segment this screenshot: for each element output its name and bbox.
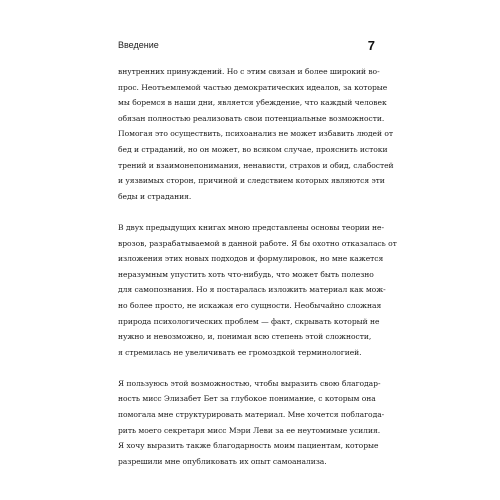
text-line: разрешили мне опубликовать их опыт самоанализа. [118,456,327,466]
page-number: 7 [367,38,375,53]
text-line: природа психологических проблем — факт, скрывать который не [118,316,380,326]
text-line: врозов, разрабатываемой в данной работе. Я бы охотно отказалась от [118,238,397,248]
text-line: бед и страданий, но он может, во всяком случае, прояснить истоки [118,144,388,154]
running-head [118,32,375,52]
paragraph [118,64,394,204]
text-line: трений и взаимонепонимания, ненависти, страхов и обид, слабостей [118,160,394,170]
text-line: Я хочу выразить также благодарность моим пациентам, которые [118,441,379,451]
text-line: Я пользуюсь этой возможностью, чтобы выразить свою благодар- [118,378,381,388]
text-line: я стремилась не увеличивать ее громоздкой терминологией. [118,347,362,357]
text-line: прос. Неотъемлемой частью демократических идеалов, за которые [118,82,388,92]
paragraph [118,376,385,470]
text-line: Помогая это осуществить, психоанализ не может избавить людей от [118,129,394,139]
body-text [118,64,397,485]
text-line: ность мисс Элизабет Бет за глубокое понимание, с которым она [118,394,376,404]
text-line: рить моего секретаря мисс Мэри Леви за ее неутомимые усилия. [118,425,381,435]
text-line: для самопознания. Но я постаралась изложить материал как мож- [118,285,386,295]
text-line: нужно и невозможно, и, понимая всю степень этой сложности, [118,332,372,342]
text-line: В двух предыдущих книгах мною представлены основы теории не- [118,222,385,232]
text-line: обязан полностью реализовать свои потенциальные возможности. [118,113,385,123]
text-line: и уязвимых сторон, причиной и следствием которых являются эти [118,176,385,186]
text-line: мы боремся в наши дни, является убеждение, что каждый человек [118,98,387,108]
text-line: но более просто, не искажая его сущности. Необычайно сложная [118,300,382,310]
text-line: беды и страдания. [118,191,192,201]
text-line: помогала мне структурировать материал. Мне хочется поблагода- [118,410,385,420]
text-line: неразумным упустить хоть что-нибудь, что может быть полезно [118,269,374,279]
paragraph [118,220,397,360]
text-line: изложения этих новых подходов и формулировок, но мне кажется [118,254,384,264]
chapter-title: Введение [118,40,159,50]
text-line: внутренних принуждений. Но с этим связан и более широкий во- [118,67,380,76]
